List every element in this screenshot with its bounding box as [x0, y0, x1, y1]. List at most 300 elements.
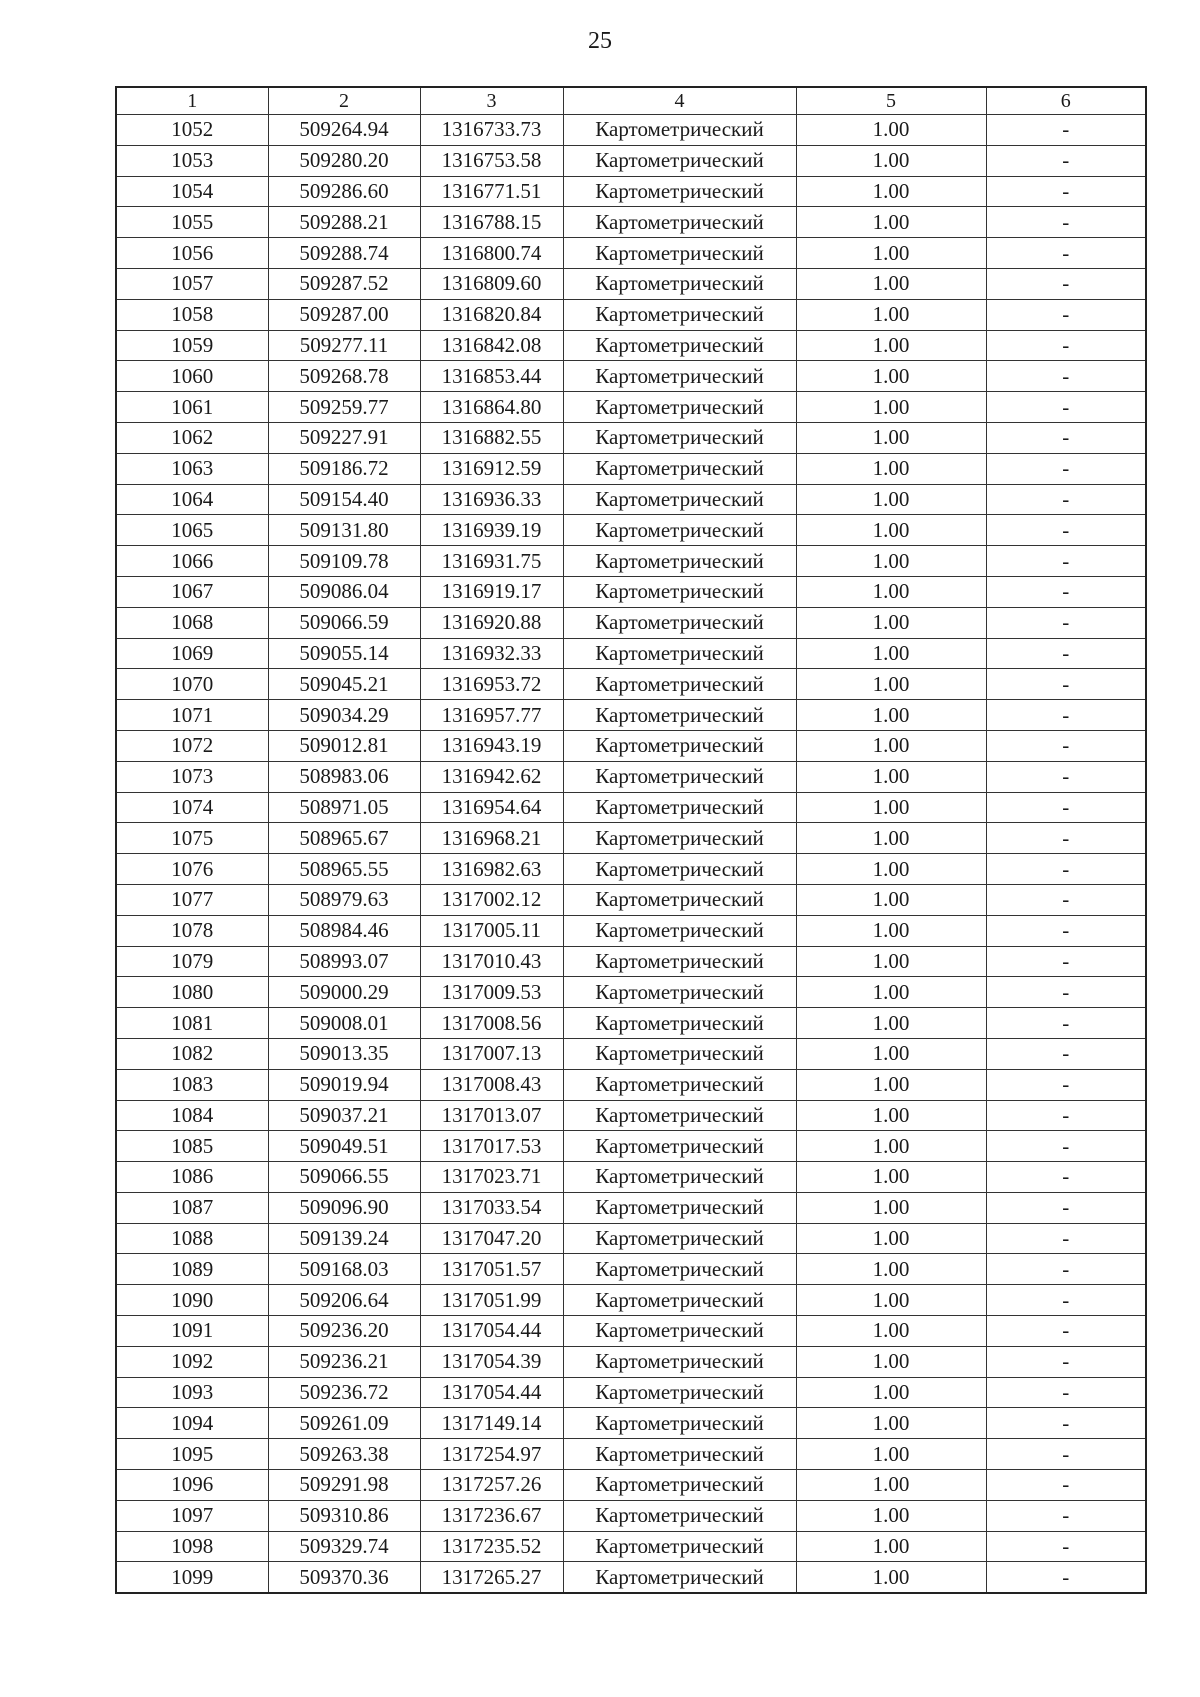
point-number-cell: 1094: [116, 1408, 268, 1439]
accuracy-cell: 1.00: [796, 730, 986, 761]
y-coordinate-cell: 1317047.20: [420, 1223, 563, 1254]
accuracy-cell: 1.00: [796, 268, 986, 299]
x-coordinate-cell: 509168.03: [268, 1254, 420, 1285]
description-cell: -: [986, 1408, 1146, 1439]
x-coordinate-cell: 508979.63: [268, 884, 420, 915]
table-row: [116, 977, 1146, 1008]
accuracy-cell: 1.00: [796, 546, 986, 577]
x-coordinate-cell: 509096.90: [268, 1192, 420, 1223]
method-cell: Картометрический: [563, 1069, 796, 1100]
x-coordinate-cell: 509329.74: [268, 1531, 420, 1562]
description-cell: -: [986, 145, 1146, 176]
description-cell: -: [986, 115, 1146, 146]
method-cell: Картометрический: [563, 884, 796, 915]
table-row: [116, 854, 1146, 885]
table-row: [116, 1408, 1146, 1439]
description-cell: -: [986, 392, 1146, 423]
y-coordinate-cell: 1317023.71: [420, 1162, 563, 1193]
x-coordinate-cell: 509286.60: [268, 176, 420, 207]
description-cell: -: [986, 730, 1146, 761]
y-coordinate-cell: 1316968.21: [420, 823, 563, 854]
point-number-cell: 1059: [116, 330, 268, 361]
point-number-cell: 1084: [116, 1100, 268, 1131]
accuracy-cell: 1.00: [796, 515, 986, 546]
x-coordinate-cell: 508983.06: [268, 761, 420, 792]
point-number-cell: 1083: [116, 1069, 268, 1100]
accuracy-cell: 1.00: [796, 1346, 986, 1377]
y-coordinate-cell: 1317007.13: [420, 1038, 563, 1069]
accuracy-cell: 1.00: [796, 1562, 986, 1593]
accuracy-cell: 1.00: [796, 1162, 986, 1193]
y-coordinate-cell: 1316882.55: [420, 422, 563, 453]
point-number-cell: 1090: [116, 1285, 268, 1316]
x-coordinate-cell: 509277.11: [268, 330, 420, 361]
method-cell: Картометрический: [563, 1377, 796, 1408]
x-coordinate-cell: 509287.00: [268, 299, 420, 330]
point-number-cell: 1074: [116, 792, 268, 823]
table-row: [116, 1285, 1146, 1316]
description-cell: -: [986, 1377, 1146, 1408]
y-coordinate-cell: 1317054.39: [420, 1346, 563, 1377]
table-row: [116, 761, 1146, 792]
y-coordinate-cell: 1317235.52: [420, 1531, 563, 1562]
table-row: [116, 1254, 1146, 1285]
description-cell: -: [986, 946, 1146, 977]
description-cell: -: [986, 1008, 1146, 1039]
accuracy-cell: 1.00: [796, 1223, 986, 1254]
x-coordinate-cell: 508965.55: [268, 854, 420, 885]
description-cell: -: [986, 422, 1146, 453]
method-cell: Картометрический: [563, 1500, 796, 1531]
table-header: [116, 87, 1146, 115]
method-cell: Картометрический: [563, 669, 796, 700]
table-row: [116, 207, 1146, 238]
method-cell: Картометрический: [563, 392, 796, 423]
point-number-cell: 1075: [116, 823, 268, 854]
method-cell: Картометрический: [563, 977, 796, 1008]
description-cell: -: [986, 268, 1146, 299]
description-cell: -: [986, 669, 1146, 700]
point-number-cell: 1079: [116, 946, 268, 977]
point-number-cell: 1066: [116, 546, 268, 577]
method-cell: Картометрический: [563, 484, 796, 515]
point-number-cell: 1061: [116, 392, 268, 423]
table-row: [116, 946, 1146, 977]
method-cell: Картометрический: [563, 1008, 796, 1039]
accuracy-cell: 1.00: [796, 1069, 986, 1100]
table-row: [116, 422, 1146, 453]
accuracy-cell: 1.00: [796, 1008, 986, 1039]
column-header-4: 4: [563, 87, 796, 115]
x-coordinate-cell: 509037.21: [268, 1100, 420, 1131]
description-cell: -: [986, 361, 1146, 392]
description-cell: -: [986, 1470, 1146, 1501]
x-coordinate-cell: 509012.81: [268, 730, 420, 761]
description-cell: -: [986, 484, 1146, 515]
column-header-6: 6: [986, 87, 1146, 115]
point-number-cell: 1088: [116, 1223, 268, 1254]
point-number-cell: 1056: [116, 238, 268, 269]
x-coordinate-cell: 508984.46: [268, 915, 420, 946]
point-number-cell: 1068: [116, 607, 268, 638]
y-coordinate-cell: 1316820.84: [420, 299, 563, 330]
method-cell: Картометрический: [563, 1100, 796, 1131]
x-coordinate-cell: 509288.74: [268, 238, 420, 269]
table-row: [116, 392, 1146, 423]
description-cell: -: [986, 854, 1146, 885]
method-cell: Картометрический: [563, 546, 796, 577]
point-number-cell: 1087: [116, 1192, 268, 1223]
method-cell: Картометрический: [563, 1439, 796, 1470]
table-row: [116, 823, 1146, 854]
table-row: [116, 884, 1146, 915]
point-number-cell: 1065: [116, 515, 268, 546]
method-cell: Картометрический: [563, 1223, 796, 1254]
table-row: [116, 330, 1146, 361]
point-number-cell: 1081: [116, 1008, 268, 1039]
y-coordinate-cell: 1316809.60: [420, 268, 563, 299]
method-cell: Картометрический: [563, 299, 796, 330]
y-coordinate-cell: 1317008.43: [420, 1069, 563, 1100]
y-coordinate-cell: 1316936.33: [420, 484, 563, 515]
x-coordinate-cell: 509261.09: [268, 1408, 420, 1439]
accuracy-cell: 1.00: [796, 1500, 986, 1531]
method-cell: Картометрический: [563, 145, 796, 176]
point-number-cell: 1054: [116, 176, 268, 207]
description-cell: -: [986, 1254, 1146, 1285]
x-coordinate-cell: 509086.04: [268, 576, 420, 607]
x-coordinate-cell: 508965.67: [268, 823, 420, 854]
table-row: [116, 915, 1146, 946]
y-coordinate-cell: 1316842.08: [420, 330, 563, 361]
y-coordinate-cell: 1317054.44: [420, 1316, 563, 1347]
x-coordinate-cell: 509263.38: [268, 1439, 420, 1470]
x-coordinate-cell: 509206.64: [268, 1285, 420, 1316]
accuracy-cell: 1.00: [796, 1038, 986, 1069]
y-coordinate-cell: 1317254.97: [420, 1439, 563, 1470]
table-row: [116, 1223, 1146, 1254]
method-cell: Картометрический: [563, 361, 796, 392]
accuracy-cell: 1.00: [796, 1192, 986, 1223]
description-cell: -: [986, 977, 1146, 1008]
method-cell: Картометрический: [563, 1131, 796, 1162]
table-row: [116, 1100, 1146, 1131]
y-coordinate-cell: 1317009.53: [420, 977, 563, 1008]
method-cell: Картометрический: [563, 330, 796, 361]
description-cell: -: [986, 1439, 1146, 1470]
x-coordinate-cell: 509288.21: [268, 207, 420, 238]
point-number-cell: 1077: [116, 884, 268, 915]
y-coordinate-cell: 1317017.53: [420, 1131, 563, 1162]
point-number-cell: 1064: [116, 484, 268, 515]
x-coordinate-cell: 509291.98: [268, 1470, 420, 1501]
x-coordinate-cell: 509045.21: [268, 669, 420, 700]
table-row: [116, 669, 1146, 700]
point-number-cell: 1097: [116, 1500, 268, 1531]
accuracy-cell: 1.00: [796, 1408, 986, 1439]
table-row: [116, 1131, 1146, 1162]
accuracy-cell: 1.00: [796, 638, 986, 669]
method-cell: Картометрический: [563, 1470, 796, 1501]
point-number-cell: 1095: [116, 1439, 268, 1470]
method-cell: Картометрический: [563, 1408, 796, 1439]
accuracy-cell: 1.00: [796, 915, 986, 946]
accuracy-cell: 1.00: [796, 1377, 986, 1408]
column-header-1: 1: [116, 87, 268, 115]
point-number-cell: 1086: [116, 1162, 268, 1193]
accuracy-cell: 1.00: [796, 145, 986, 176]
method-cell: Картометрический: [563, 576, 796, 607]
accuracy-cell: 1.00: [796, 761, 986, 792]
column-header-2: 2: [268, 87, 420, 115]
description-cell: -: [986, 638, 1146, 669]
description-cell: -: [986, 823, 1146, 854]
method-cell: Картометрический: [563, 915, 796, 946]
point-number-cell: 1052: [116, 115, 268, 146]
accuracy-cell: 1.00: [796, 207, 986, 238]
description-cell: -: [986, 1131, 1146, 1162]
accuracy-cell: 1.00: [796, 1316, 986, 1347]
x-coordinate-cell: 509008.01: [268, 1008, 420, 1039]
point-number-cell: 1060: [116, 361, 268, 392]
y-coordinate-cell: 1316864.80: [420, 392, 563, 423]
x-coordinate-cell: 509000.29: [268, 977, 420, 1008]
description-cell: -: [986, 546, 1146, 577]
method-cell: Картометрический: [563, 268, 796, 299]
table-row: [116, 730, 1146, 761]
column-header-5: 5: [796, 87, 986, 115]
description-cell: -: [986, 792, 1146, 823]
table-row: [116, 1346, 1146, 1377]
accuracy-cell: 1.00: [796, 392, 986, 423]
header-row: [116, 87, 1146, 115]
table-row: [116, 576, 1146, 607]
accuracy-cell: 1.00: [796, 1285, 986, 1316]
coordinates-table: [115, 86, 1147, 1594]
description-cell: -: [986, 700, 1146, 731]
accuracy-cell: 1.00: [796, 700, 986, 731]
description-cell: -: [986, 1192, 1146, 1223]
table-row: [116, 1316, 1146, 1347]
accuracy-cell: 1.00: [796, 977, 986, 1008]
y-coordinate-cell: 1316753.58: [420, 145, 563, 176]
y-coordinate-cell: 1316771.51: [420, 176, 563, 207]
description-cell: -: [986, 576, 1146, 607]
x-coordinate-cell: 509034.29: [268, 700, 420, 731]
x-coordinate-cell: 509013.35: [268, 1038, 420, 1069]
table-row: [116, 1162, 1146, 1193]
x-coordinate-cell: 509049.51: [268, 1131, 420, 1162]
method-cell: Картометрический: [563, 515, 796, 546]
point-number-cell: 1096: [116, 1470, 268, 1501]
table-row: [116, 484, 1146, 515]
y-coordinate-cell: 1316954.64: [420, 792, 563, 823]
method-cell: Картометрический: [563, 700, 796, 731]
y-coordinate-cell: 1316931.75: [420, 546, 563, 577]
table-row: [116, 453, 1146, 484]
description-cell: -: [986, 207, 1146, 238]
x-coordinate-cell: 508971.05: [268, 792, 420, 823]
description-cell: -: [986, 1346, 1146, 1377]
point-number-cell: 1092: [116, 1346, 268, 1377]
y-coordinate-cell: 1317257.26: [420, 1470, 563, 1501]
accuracy-cell: 1.00: [796, 823, 986, 854]
point-number-cell: 1071: [116, 700, 268, 731]
table-row: [116, 1531, 1146, 1562]
x-coordinate-cell: 509264.94: [268, 115, 420, 146]
point-number-cell: 1055: [116, 207, 268, 238]
point-number-cell: 1099: [116, 1562, 268, 1593]
table-row: [116, 1500, 1146, 1531]
point-number-cell: 1070: [116, 669, 268, 700]
description-cell: -: [986, 1531, 1146, 1562]
accuracy-cell: 1.00: [796, 1100, 986, 1131]
description-cell: -: [986, 884, 1146, 915]
table-row: [116, 1470, 1146, 1501]
point-number-cell: 1067: [116, 576, 268, 607]
point-number-cell: 1058: [116, 299, 268, 330]
y-coordinate-cell: 1316942.62: [420, 761, 563, 792]
table-row: [116, 361, 1146, 392]
y-coordinate-cell: 1317149.14: [420, 1408, 563, 1439]
description-cell: -: [986, 1562, 1146, 1593]
point-number-cell: 1072: [116, 730, 268, 761]
y-coordinate-cell: 1317265.27: [420, 1562, 563, 1593]
x-coordinate-cell: 509019.94: [268, 1069, 420, 1100]
accuracy-cell: 1.00: [796, 792, 986, 823]
accuracy-cell: 1.00: [796, 669, 986, 700]
method-cell: Картометрический: [563, 792, 796, 823]
y-coordinate-cell: 1316912.59: [420, 453, 563, 484]
point-number-cell: 1078: [116, 915, 268, 946]
table-row: [116, 176, 1146, 207]
method-cell: Картометрический: [563, 1316, 796, 1347]
method-cell: Картометрический: [563, 823, 796, 854]
method-cell: Картометрический: [563, 1531, 796, 1562]
table-row: [116, 607, 1146, 638]
method-cell: Картометрический: [563, 730, 796, 761]
table-row: [116, 1377, 1146, 1408]
x-coordinate-cell: 509310.86: [268, 1500, 420, 1531]
y-coordinate-cell: 1316853.44: [420, 361, 563, 392]
accuracy-cell: 1.00: [796, 238, 986, 269]
table-row: [116, 299, 1146, 330]
method-cell: Картометрический: [563, 1162, 796, 1193]
y-coordinate-cell: 1316733.73: [420, 115, 563, 146]
description-cell: -: [986, 607, 1146, 638]
y-coordinate-cell: 1317051.99: [420, 1285, 563, 1316]
x-coordinate-cell: 509287.52: [268, 268, 420, 299]
accuracy-cell: 1.00: [796, 484, 986, 515]
description-cell: -: [986, 915, 1146, 946]
accuracy-cell: 1.00: [796, 1254, 986, 1285]
method-cell: Картометрический: [563, 1192, 796, 1223]
method-cell: Картометрический: [563, 1254, 796, 1285]
y-coordinate-cell: 1316943.19: [420, 730, 563, 761]
x-coordinate-cell: 509259.77: [268, 392, 420, 423]
description-cell: -: [986, 1038, 1146, 1069]
y-coordinate-cell: 1317013.07: [420, 1100, 563, 1131]
description-cell: -: [986, 1285, 1146, 1316]
description-cell: -: [986, 453, 1146, 484]
description-cell: -: [986, 1500, 1146, 1531]
y-coordinate-cell: 1317054.44: [420, 1377, 563, 1408]
x-coordinate-cell: 509236.21: [268, 1346, 420, 1377]
description-cell: -: [986, 761, 1146, 792]
description-cell: -: [986, 176, 1146, 207]
y-coordinate-cell: 1316932.33: [420, 638, 563, 669]
y-coordinate-cell: 1316919.17: [420, 576, 563, 607]
point-number-cell: 1076: [116, 854, 268, 885]
method-cell: Картометрический: [563, 1562, 796, 1593]
accuracy-cell: 1.00: [796, 115, 986, 146]
x-coordinate-cell: 509131.80: [268, 515, 420, 546]
method-cell: Картометрический: [563, 761, 796, 792]
point-number-cell: 1053: [116, 145, 268, 176]
y-coordinate-cell: 1316788.15: [420, 207, 563, 238]
column-header-3: 3: [420, 87, 563, 115]
y-coordinate-cell: 1316939.19: [420, 515, 563, 546]
point-number-cell: 1098: [116, 1531, 268, 1562]
accuracy-cell: 1.00: [796, 361, 986, 392]
table-row: [116, 115, 1146, 146]
x-coordinate-cell: 509154.40: [268, 484, 420, 515]
table-row: [116, 1562, 1146, 1593]
accuracy-cell: 1.00: [796, 1439, 986, 1470]
description-cell: -: [986, 238, 1146, 269]
table-row: [116, 145, 1146, 176]
table-row: [116, 792, 1146, 823]
y-coordinate-cell: 1316800.74: [420, 238, 563, 269]
table-row: [116, 515, 1146, 546]
method-cell: Картометрический: [563, 638, 796, 669]
point-number-cell: 1093: [116, 1377, 268, 1408]
method-cell: Картометрический: [563, 946, 796, 977]
y-coordinate-cell: 1316957.77: [420, 700, 563, 731]
accuracy-cell: 1.00: [796, 576, 986, 607]
x-coordinate-cell: 509109.78: [268, 546, 420, 577]
table-row: [116, 1192, 1146, 1223]
table-row: [116, 238, 1146, 269]
point-number-cell: 1069: [116, 638, 268, 669]
table-row: [116, 268, 1146, 299]
x-coordinate-cell: 509280.20: [268, 145, 420, 176]
x-coordinate-cell: 509186.72: [268, 453, 420, 484]
description-cell: -: [986, 1100, 1146, 1131]
point-number-cell: 1062: [116, 422, 268, 453]
y-coordinate-cell: 1317033.54: [420, 1192, 563, 1223]
point-number-cell: 1082: [116, 1038, 268, 1069]
method-cell: Картометрический: [563, 1346, 796, 1377]
point-number-cell: 1063: [116, 453, 268, 484]
point-number-cell: 1089: [116, 1254, 268, 1285]
description-cell: -: [986, 515, 1146, 546]
accuracy-cell: 1.00: [796, 946, 986, 977]
x-coordinate-cell: 509055.14: [268, 638, 420, 669]
description-cell: -: [986, 1162, 1146, 1193]
table-row: [116, 1038, 1146, 1069]
method-cell: Картометрический: [563, 238, 796, 269]
x-coordinate-cell: 508993.07: [268, 946, 420, 977]
accuracy-cell: 1.00: [796, 1531, 986, 1562]
method-cell: Картометрический: [563, 1285, 796, 1316]
description-cell: -: [986, 1223, 1146, 1254]
table-row: [116, 1439, 1146, 1470]
method-cell: Картометрический: [563, 1038, 796, 1069]
x-coordinate-cell: 509236.20: [268, 1316, 420, 1347]
page-number: 25: [588, 28, 612, 54]
x-coordinate-cell: 509227.91: [268, 422, 420, 453]
